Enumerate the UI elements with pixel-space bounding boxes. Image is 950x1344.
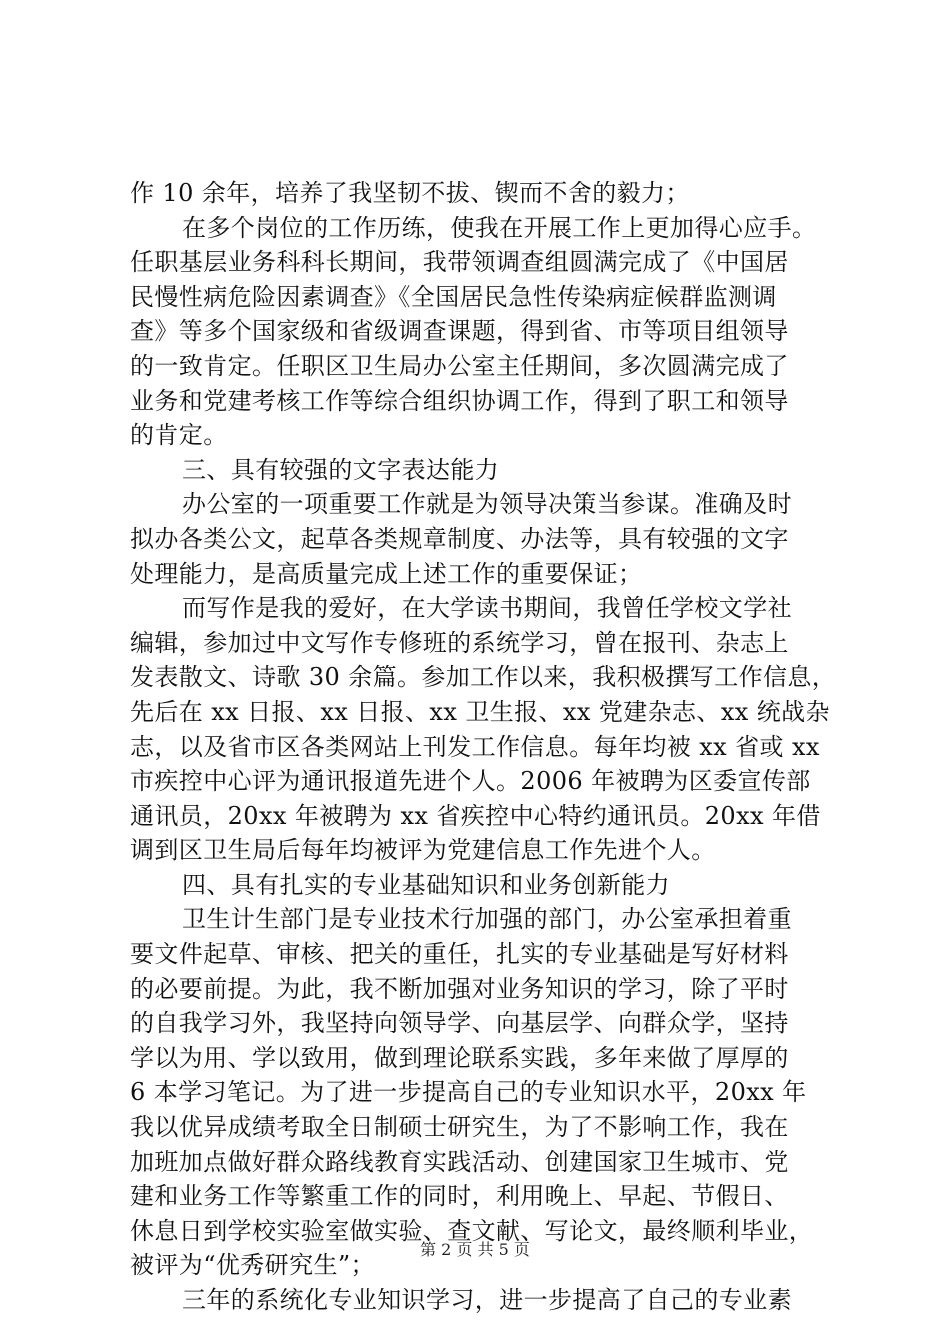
text-line: 要文件起草、审核、把关的重任，扎实的专业基础是写好材料 [130, 940, 789, 969]
paragraph-first-line: 卫生计生部门是专业技术行加强的部门，办公室承担着重 [182, 905, 792, 934]
text-line: 通讯员，20xx 年被聘为 xx 省疾控中心特约通讯员。20xx 年借 [130, 801, 821, 830]
text-line: 编辑，参加过中文写作专修班的系统学习，曾在报刊、杂志上 [130, 628, 789, 657]
text-line: 的必要前提。为此，我不断加强对业务知识的学习，除了平时 [130, 974, 789, 1003]
text-line: 市疾控中心评为通讯报道先进个人。2006 年被聘为区委宣传部 [130, 767, 811, 796]
page-number-footer: 第 2 页 共 5 页 [420, 1240, 530, 1259]
text-line: 我以优异成绩考取全日制硕士研究生，为了不影响工作，我在 [130, 1113, 789, 1142]
text-line: 查》等多个国家级和省级调查课题，得到省、市等项目组领导 [130, 317, 789, 346]
body-text [130, 176, 837, 1318]
paragraph-first-line: 办公室的一项重要工作就是为领导决策当参谋。准确及时 [182, 490, 792, 519]
paragraph-first-line: 而写作是我的爱好，在大学读书期间，我曾任学校文学社 [182, 594, 792, 623]
text-line: 处理能力，是高质量完成上述工作的重要保证； [130, 559, 643, 588]
section-heading: 四、具有扎实的专业基础知识和业务创新能力 [182, 870, 670, 899]
text-line: 的自我学习外，我坚持向领导学、向基层学、向群众学，坚持 [130, 1009, 789, 1038]
text-line: 的肯定。 [130, 421, 228, 450]
paragraph-first-line: 在多个岗位的工作历练，使我在开展工作上更加得心应手。 [182, 213, 817, 242]
text-line: 作 10 余年，培养了我坚韧不拔、锲而不舍的毅力； [130, 179, 690, 207]
text-line: 调到区卫生局后每年均被评为党建信息工作先进个人。 [130, 836, 716, 865]
text-line: 民慢性病危险因素调查》《全国居民急性传染病症候群监测调 [130, 282, 777, 311]
text-line: 拟办各类公文，起草各类规章制度、办法等，具有较强的文字 [130, 524, 789, 553]
text-line: 建和业务工作等繁重工作的同时，利用晚上、早起、节假日、 [130, 1182, 789, 1211]
section-heading: 三、具有较强的文字表达能力 [182, 455, 500, 484]
text-line: 的一致肯定。任职区卫生局办公室主任期间，多次圆满完成了 [130, 351, 789, 380]
text-line: 休息日到学校实验室做实验、查文献、写论文，最终顺利毕业， [130, 1216, 814, 1245]
text-line: 业务和党建考核工作等综合组织协调工作，得到了职工和领导 [130, 386, 789, 415]
text-line: 加班加点做好群众路线教育实践活动、创建国家卫生城市、党 [130, 1147, 789, 1176]
text-line: 被评为“优秀研究生”； [130, 1251, 375, 1280]
text-line: 先后在 xx 日报、xx 日报、xx 卫生报、xx 党建杂志、xx 统战杂 [130, 697, 830, 726]
paragraph-first-line: 三年的系统化专业知识学习，进一步提高了自己的专业素 [182, 1286, 792, 1314]
text-line: 志，以及省市区各类网站上刊发工作信息。每年均被 xx 省或 xx [130, 732, 820, 761]
text-line: 发表散文、诗歌 30 余篇。参加工作以来，我积极撰写工作信息， [130, 663, 837, 692]
text-line: 任职基层业务科科长期间，我带领调查组圆满完成了《中国居 [130, 248, 789, 277]
text-line: 6 本学习笔记。为了进一步提高自己的专业知识水平，20xx 年 [130, 1078, 807, 1107]
text-line: 学以为用、学以致用，做到理论联系实践，多年来做了厚厚的 [130, 1043, 789, 1072]
